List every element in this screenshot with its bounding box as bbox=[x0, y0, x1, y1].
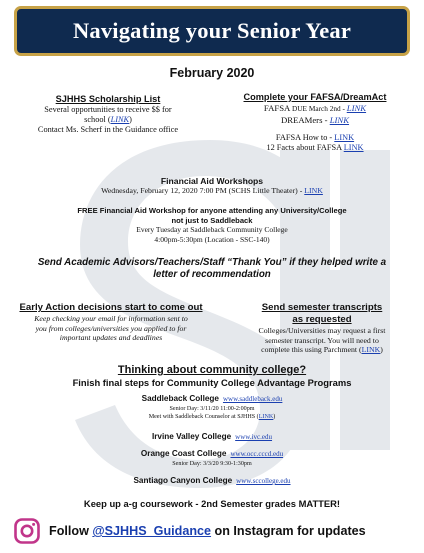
parchment-link[interactable]: LINK bbox=[361, 345, 381, 355]
college-name: Saddleback College bbox=[141, 394, 219, 403]
saddleback-counselor-link[interactable]: LINK bbox=[258, 414, 274, 420]
fafsa-due-line: FAFSA DUE March 2nd - LINK bbox=[263, 103, 367, 113]
early-action-section bbox=[4, 302, 218, 343]
free-workshop-line3: Every Tuesday at Saddleback Community College bbox=[136, 225, 288, 234]
title-banner bbox=[14, 6, 410, 56]
financial-aid-heading: Financial Aid Workshops bbox=[160, 176, 264, 186]
thank-you-line1: Send Academic Advisors/Teachers/Staff “Thank You” if they helped write a bbox=[37, 257, 387, 268]
instagram-text: Follow @SJHHS_Guidance on Instagram for updates bbox=[49, 524, 366, 538]
instagram-icon[interactable] bbox=[14, 518, 40, 544]
semester-heading-2: as requested bbox=[292, 314, 352, 325]
dreamers-link[interactable]: LINK bbox=[329, 115, 350, 125]
financial-aid-date: Wednesday, February 12, 2020 7:00 PM (SCHS Little Theater) - LINK bbox=[101, 186, 323, 195]
early-action-line1: Keep checking your email for information sent to bbox=[34, 314, 188, 323]
college-orange-coast bbox=[0, 446, 424, 468]
college-url[interactable]: www.saddleback.edu bbox=[222, 395, 283, 403]
page-title: Navigating your Senior Year bbox=[72, 18, 352, 43]
instagram-handle-link[interactable]: @SJHHS_Guidance bbox=[92, 524, 212, 538]
free-workshop-section bbox=[40, 206, 384, 244]
fafsa-link[interactable]: LINK bbox=[346, 103, 367, 113]
early-action-heading: Early Action decisions start to come out bbox=[19, 302, 203, 313]
college-url[interactable]: www.ivc.edu bbox=[235, 433, 273, 441]
college-name: Santiago Canyon College bbox=[133, 476, 233, 485]
community-college-section bbox=[0, 364, 424, 389]
college-name: Irvine Valley College bbox=[151, 432, 232, 441]
scholarship-section bbox=[6, 94, 210, 135]
semester-transcripts-section bbox=[222, 302, 422, 355]
financial-aid-link[interactable]: LINK bbox=[304, 186, 323, 195]
semester-line1: Colleges/Universities may request a first bbox=[258, 326, 386, 335]
semester-heading-1: Send semester transcripts bbox=[261, 302, 383, 313]
college-irvine-valley bbox=[0, 429, 424, 443]
semester-line2: semester transcript. You will need to bbox=[265, 335, 379, 345]
college-url[interactable]: www.occ.cccd.edu bbox=[230, 450, 284, 458]
free-workshop-line2: not just to Saddleback bbox=[171, 215, 253, 225]
scholarship-heading: SJHHS Scholarship List bbox=[55, 94, 161, 104]
semester-line3: complete this using Parchment (LINK) bbox=[261, 345, 383, 355]
month-heading: February 2020 bbox=[169, 66, 255, 80]
dreamers-line: DREAMers - LINK bbox=[280, 115, 350, 125]
community-college-subheading: Finish final steps for Community College Advantage Programs bbox=[72, 377, 352, 388]
keep-up-note: Keep up a-g coursework - 2nd Semester grades MATTER! bbox=[83, 498, 341, 509]
college-detail: Meet with Saddleback Counselor at SJHHS (LINK) bbox=[148, 414, 276, 420]
community-college-heading: Thinking about community college? bbox=[117, 364, 307, 376]
instagram-footer bbox=[14, 516, 414, 546]
fafsa-facts-link[interactable]: LINK bbox=[343, 143, 364, 152]
college-name: Orange Coast College bbox=[140, 449, 227, 458]
thank-you-line2: letter of recommendation bbox=[153, 269, 271, 280]
college-detail: Senior Day: 3/3/20 9:30-1:30pm bbox=[172, 461, 252, 467]
fafsa-facts-line: 12 Facts about FAFSA LINK bbox=[266, 143, 364, 152]
scholarship-contact: Contact Ms. Scherf in the Guidance office bbox=[37, 125, 179, 134]
scholarship-line1: Several opportunities to receive $$ for bbox=[44, 105, 172, 114]
college-saddleback bbox=[0, 391, 424, 421]
college-detail: Senior Day: 3/11/20 11:00-2:00pm bbox=[169, 406, 255, 412]
fafsa-howto-line: FAFSA How to - LINK bbox=[275, 133, 355, 142]
thank-you-note bbox=[10, 257, 414, 281]
fafsa-section bbox=[212, 92, 418, 153]
scholarship-line2: school (LINK) bbox=[84, 115, 132, 124]
fafsa-howto-link[interactable]: LINK bbox=[334, 133, 355, 142]
free-workshop-line4: 4:00pm-5:30pm (Location - SSC-140) bbox=[154, 234, 270, 244]
financial-aid-section bbox=[0, 176, 424, 196]
free-workshop-line1: FREE Financial Aid Workshop for anyone attending any University/College bbox=[77, 206, 347, 215]
scholarship-link[interactable]: LINK bbox=[110, 115, 130, 124]
early-action-line2: you from colleges/universities you applied to for bbox=[35, 323, 187, 333]
fafsa-heading: Complete your FAFSA/DreamAct bbox=[243, 92, 387, 102]
college-santiago-canyon bbox=[0, 473, 424, 487]
early-action-line3: important updates and deadlines bbox=[59, 333, 163, 343]
college-url[interactable]: www.sccollege.edu bbox=[236, 477, 291, 485]
